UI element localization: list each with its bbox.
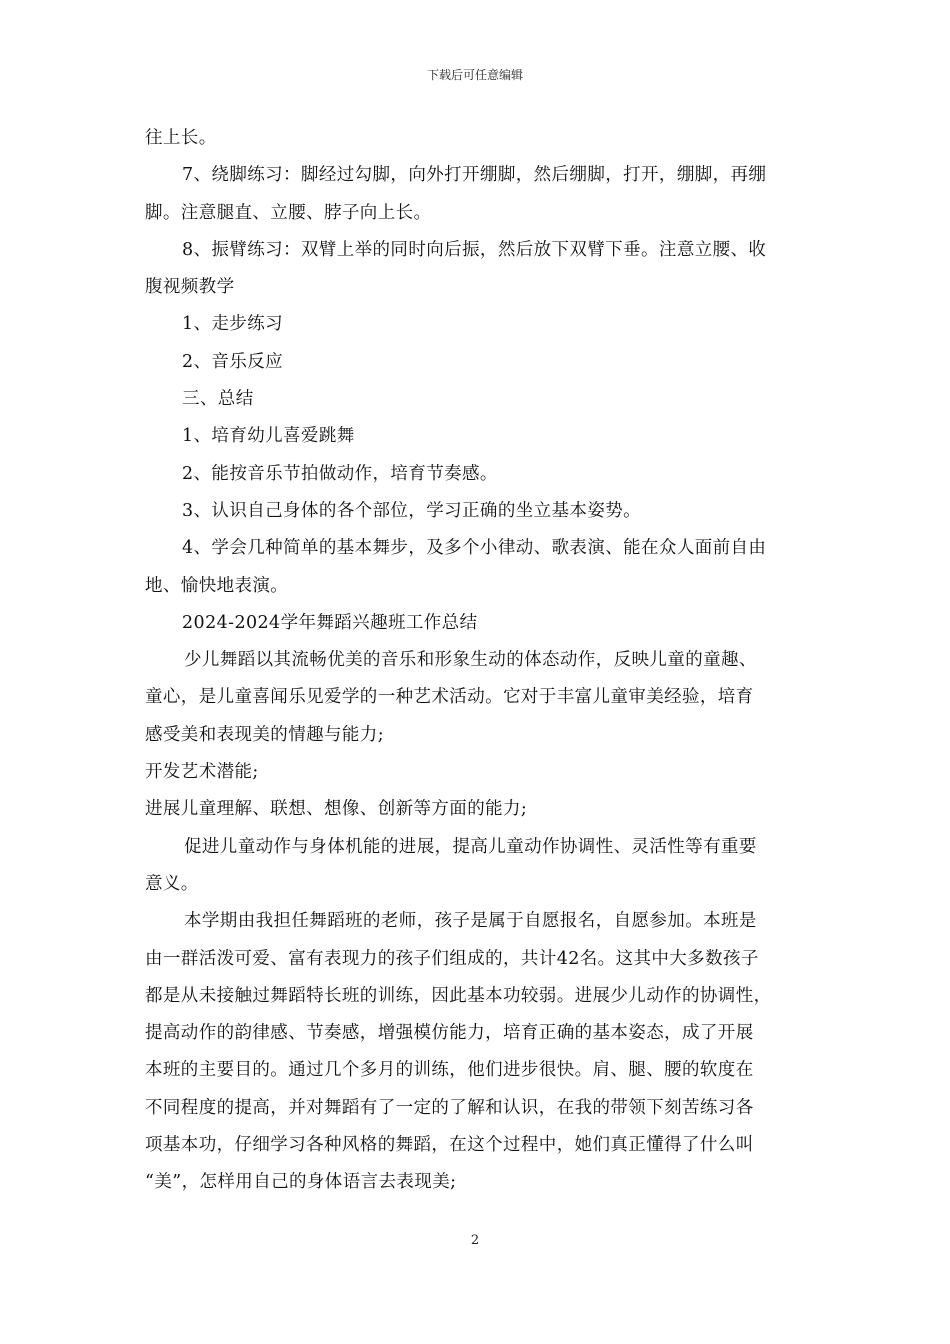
list-item: 1、培育幼儿喜爱跳舞 <box>182 426 355 447</box>
text-line: 本班的主要目的。通过几个多月的训练，他们进步很快。肩、腿、腰的软度在 <box>145 1060 754 1081</box>
document-title: 2024-2024学年舞蹈兴趣班工作总结 <box>182 612 478 633</box>
text-line: 童心，是儿童喜闻乐见爱学的一种艺术活动。它对于丰富儿童审美经验，培育 <box>145 687 754 708</box>
list-item: 2、音乐反应 <box>182 351 284 372</box>
page-number: 2 <box>470 1233 480 1248</box>
page-header: 下载后可任意编辑 <box>426 68 523 82</box>
text-line: 感受美和表现美的情趣与能力; <box>145 724 384 745</box>
list-item: 3、认识自己身体的各个部位，学习正确的坐立基本姿势。 <box>182 500 642 521</box>
text-line: 意义。 <box>145 873 199 894</box>
text-line: 进展儿童理解、联想、想像、创新等方面的能力; <box>145 799 528 820</box>
list-item: 2、能按音乐节拍做动作，培育节奏感。 <box>182 463 498 484</box>
list-item: 1、走步练习 <box>182 314 284 335</box>
text-line: 提高动作的韵律感、节奏感，增强模仿能力，培育正确的基本姿态，成了开展 <box>145 1023 754 1044</box>
text-line: 腹视频教学 <box>145 277 235 298</box>
paragraph-line: 8、振臂练习：双臂上举的同时向后振，然后放下双臂下垂。注意立腰、收 <box>182 239 767 260</box>
text-line: 开发艺术潜能; <box>145 762 259 783</box>
text-line: 不同程度的提高，并对舞蹈有了一定的了解和认识，在我的带领下刻苦练习各 <box>145 1097 754 1118</box>
text-line: 都是从未接触过舞蹈特长班的训练，因此基本功较弱。进展少儿动作的协调性， <box>145 985 772 1006</box>
text-line: 脚。注意腿直、立腰、脖子向上长。 <box>145 202 432 223</box>
paragraph-line: 少儿舞蹈以其流畅优美的音乐和形象生动的体态动作，反映儿童的童趣、 <box>184 650 757 671</box>
text-line: 地、愉快地表演。 <box>145 575 289 596</box>
paragraph-line: 7、绕脚练习：脚经过勾脚，向外打开绷脚，然后绷脚，打开，绷脚，再绷 <box>182 165 767 186</box>
text-line: 项基本功，仔细学习各种风格的舞蹈，在这个过程中，她们真正懂得了什么叫 <box>145 1135 754 1156</box>
text-line: 由一群活泼可爱、富有表现力的孩子们组成的，共计42名。这其中大多数孩子 <box>145 948 759 969</box>
text-line: “美”，怎样用自己的身体语言去表现美; <box>145 1172 457 1193</box>
paragraph-line: 促进儿童动作与身体机能的进展，提高儿童动作协调性、灵活性等有重要 <box>184 836 757 857</box>
section-heading: 三、总结 <box>182 389 254 410</box>
paragraph-line: 本学期由我担任舞蹈班的老师，孩子是属于自愿报名，自愿参加。本班是 <box>184 911 757 932</box>
document-body <box>145 120 810 1202</box>
text-line: 往上长。 <box>145 128 217 148</box>
list-item: 4、学会几种简单的基本舞步，及多个小律动、歌表演、能在众人面前自由 <box>182 538 767 559</box>
